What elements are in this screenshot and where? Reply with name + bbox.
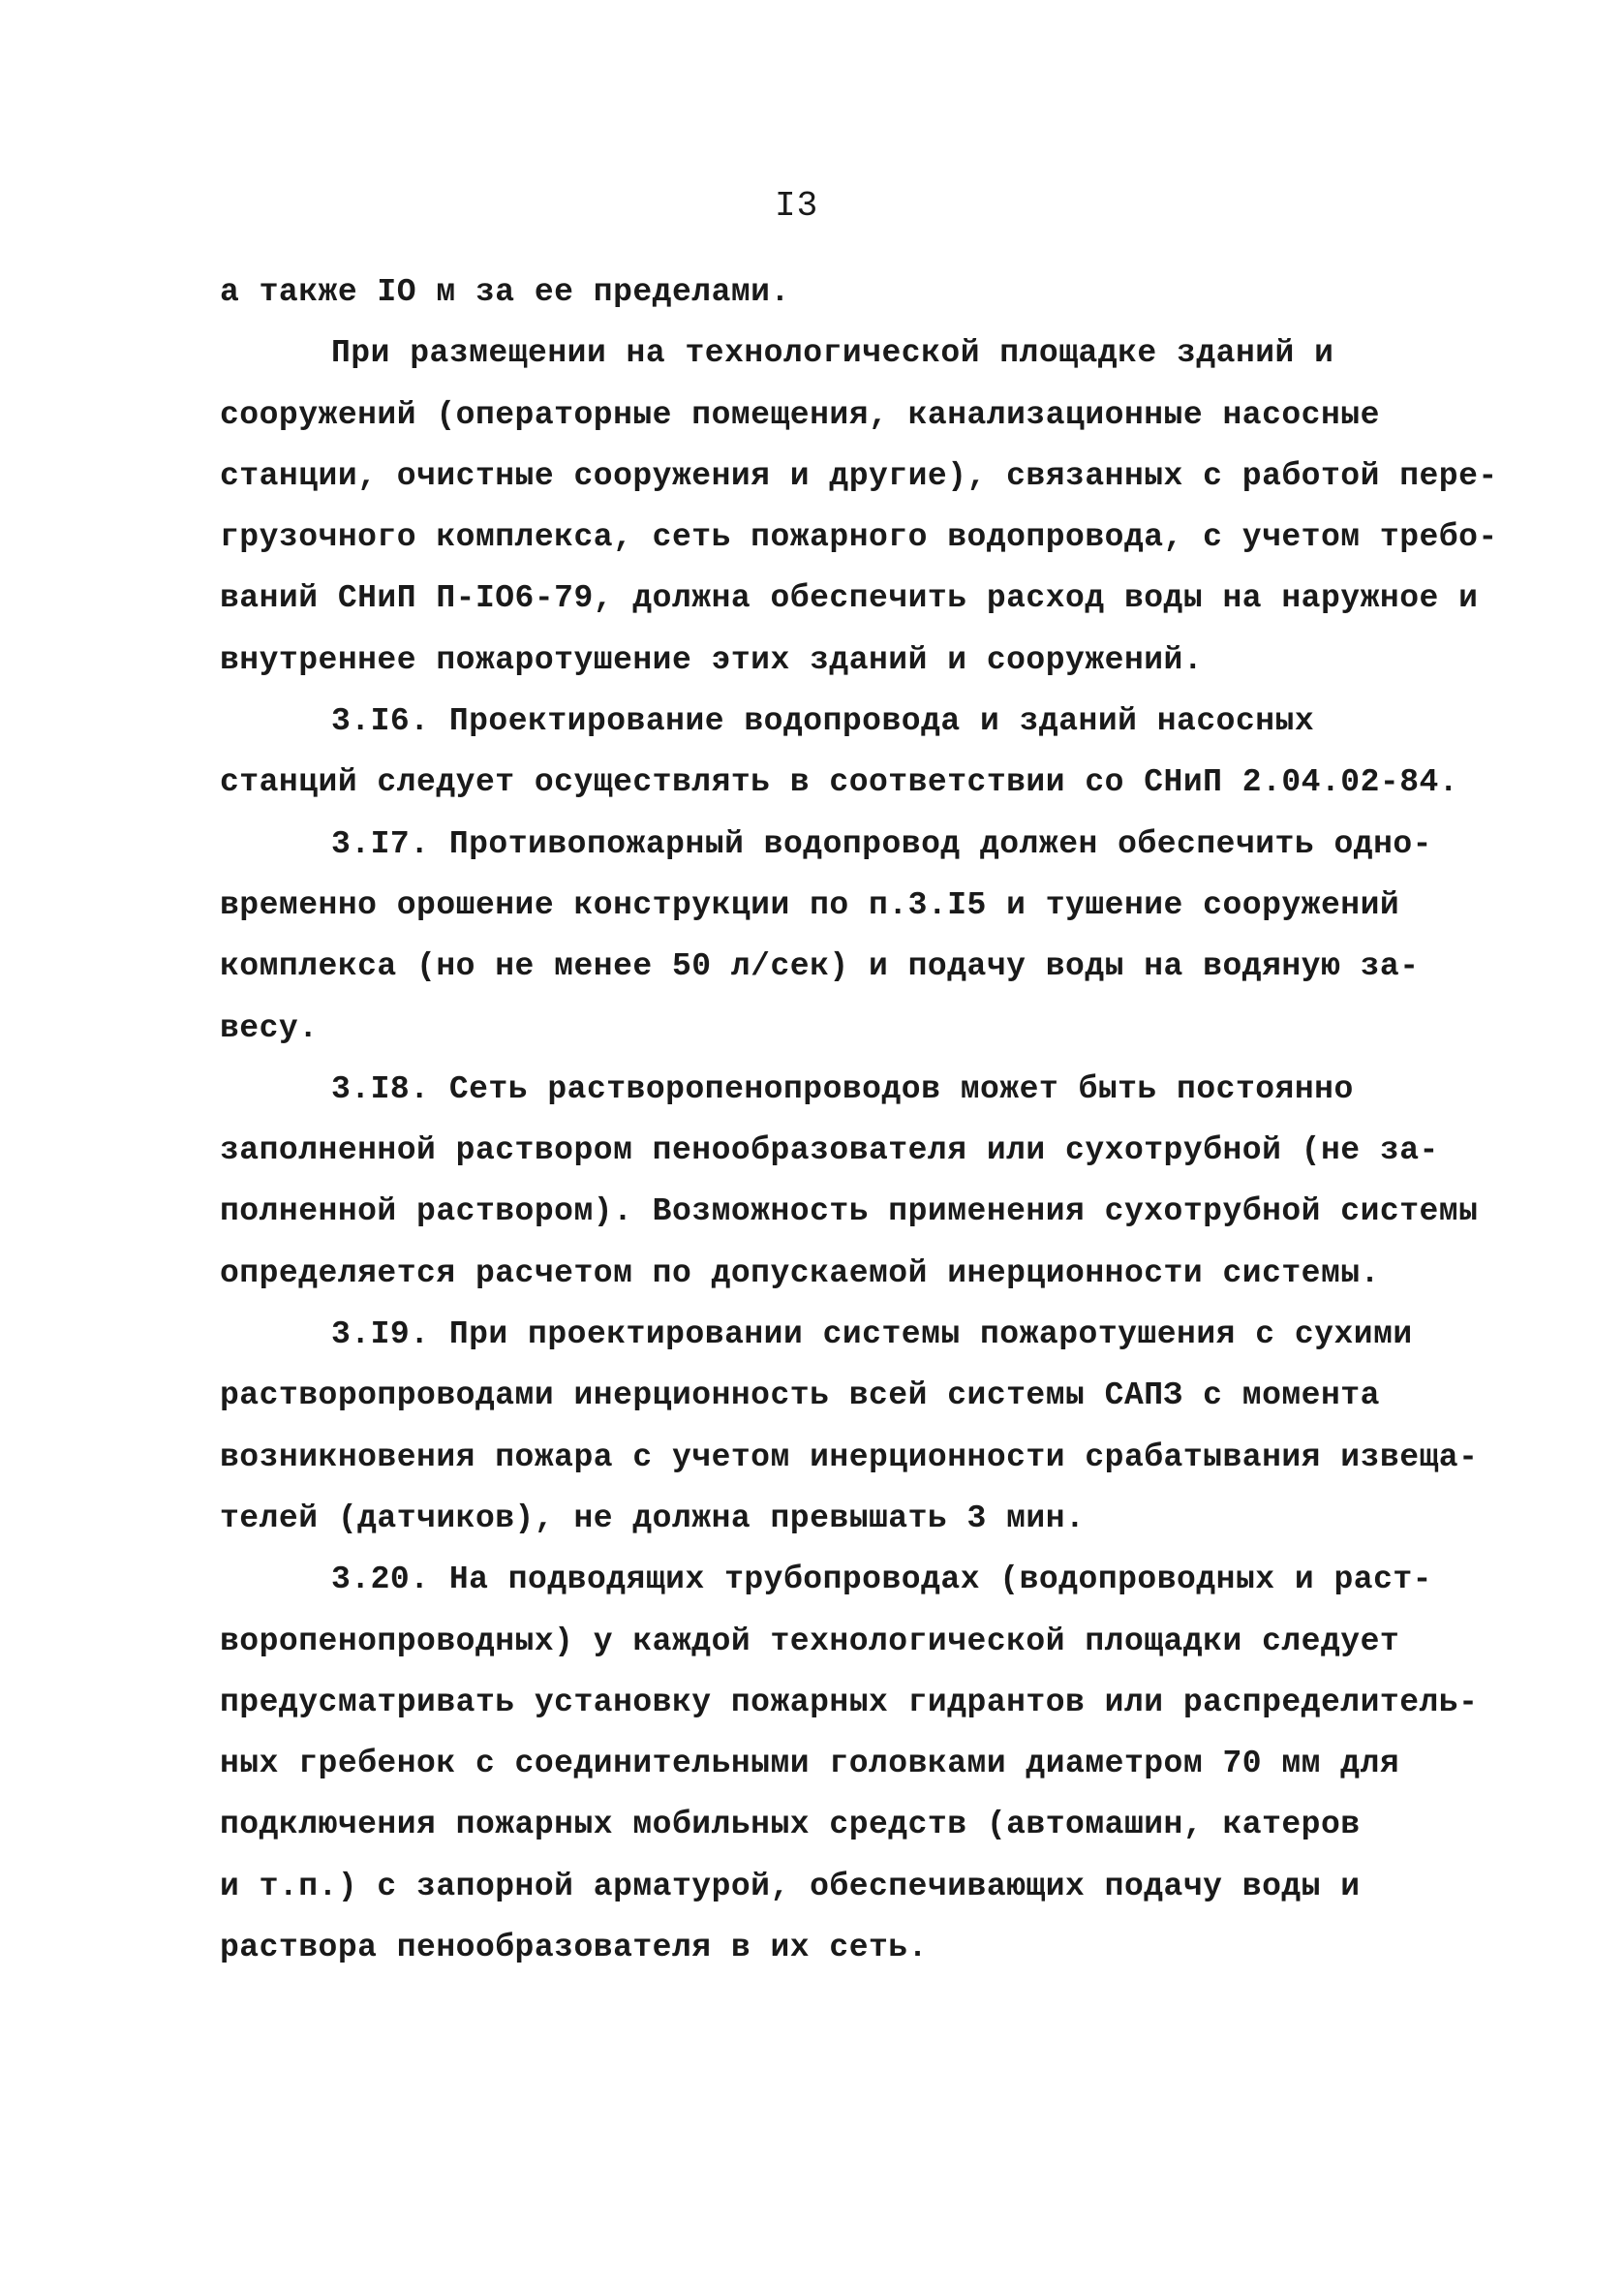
text-line: растворопроводами инерционность всей системы САПЗ с момента	[220, 1377, 1380, 1414]
text-line: весу.	[220, 1009, 319, 1046]
paragraph-start-line: При размещении на технологической площадке зданий и	[331, 335, 1334, 372]
text-line: воропенопроводных) у каждой технологической площадки следует	[220, 1623, 1400, 1659]
document-body	[220, 262, 1498, 1978]
text-line: телей (датчиков), не должна превышать 3 мин.	[220, 1500, 1086, 1536]
clause-3-19-heading-line: 3.I9. При проектировании системы пожаротушения с сухими	[331, 1316, 1413, 1353]
clause-3-16-heading-line: 3.I6. Проектирование водопровода и зданий насосных	[331, 703, 1315, 740]
text-line: станций следует осуществлять в соответствии со СНиП 2.04.02-84.	[220, 764, 1459, 801]
text-line: раствора пенообразователя в их сеть.	[220, 1930, 928, 1966]
clause-3-20-heading-line: 3.20. На подводящих трубопроводах (водопроводных и раст-	[331, 1561, 1432, 1598]
text-line: грузочного комплекса, сеть пожарного водопровода, с учетом требо-	[220, 519, 1498, 556]
text-line: определяется расчетом по допускаемой инерционности системы.	[220, 1254, 1380, 1291]
text-line: ваний СНиП П-IO6-79, должна обеспечить расход воды на наружное и	[220, 580, 1479, 617]
text-line: комплекса (но не менее 50 л/сек) и подачу воды на водяную за-	[220, 948, 1420, 985]
clause-3-18-heading-line: 3.I8. Сеть растворопенопроводов может быть постоянно	[331, 1070, 1354, 1107]
text-line: станции, очистные сооружения и другие), связанных с работой пере-	[220, 457, 1498, 494]
text-line: подключения пожарных мобильных средств (автомашин, катеров	[220, 1807, 1361, 1843]
text-line: сооружений (операторные помещения, канализационные насосные	[220, 396, 1380, 433]
text-line: внутреннее пожаротушение этих зданий и сооружений.	[220, 641, 1204, 678]
page-number: I3	[775, 186, 819, 226]
text-line: и т.п.) с запорной арматурой, обеспечивающих подачу воды и	[220, 1868, 1361, 1904]
text-line: полненной раствором). Возможность применения сухотрубной системы	[220, 1193, 1479, 1230]
text-line: а также IO м за ее пределами.	[220, 274, 790, 310]
text-line: заполненной раствором пенообразователя или сухотрубной (не за-	[220, 1132, 1439, 1169]
text-line: ных гребенок с соединительными головками диаметром 70 мм для	[220, 1746, 1400, 1782]
text-line: возникновения пожара с учетом инерционности срабатывания извеща-	[220, 1438, 1479, 1475]
text-line: предусматривать установку пожарных гидрантов или распределитель-	[220, 1684, 1479, 1720]
clause-3-17-heading-line: 3.I7. Противопожарный водопровод должен обеспечить одно-	[331, 825, 1432, 862]
text-line: временно орошение конструкции по п.3.I5 и тушение сооружений	[220, 886, 1400, 923]
